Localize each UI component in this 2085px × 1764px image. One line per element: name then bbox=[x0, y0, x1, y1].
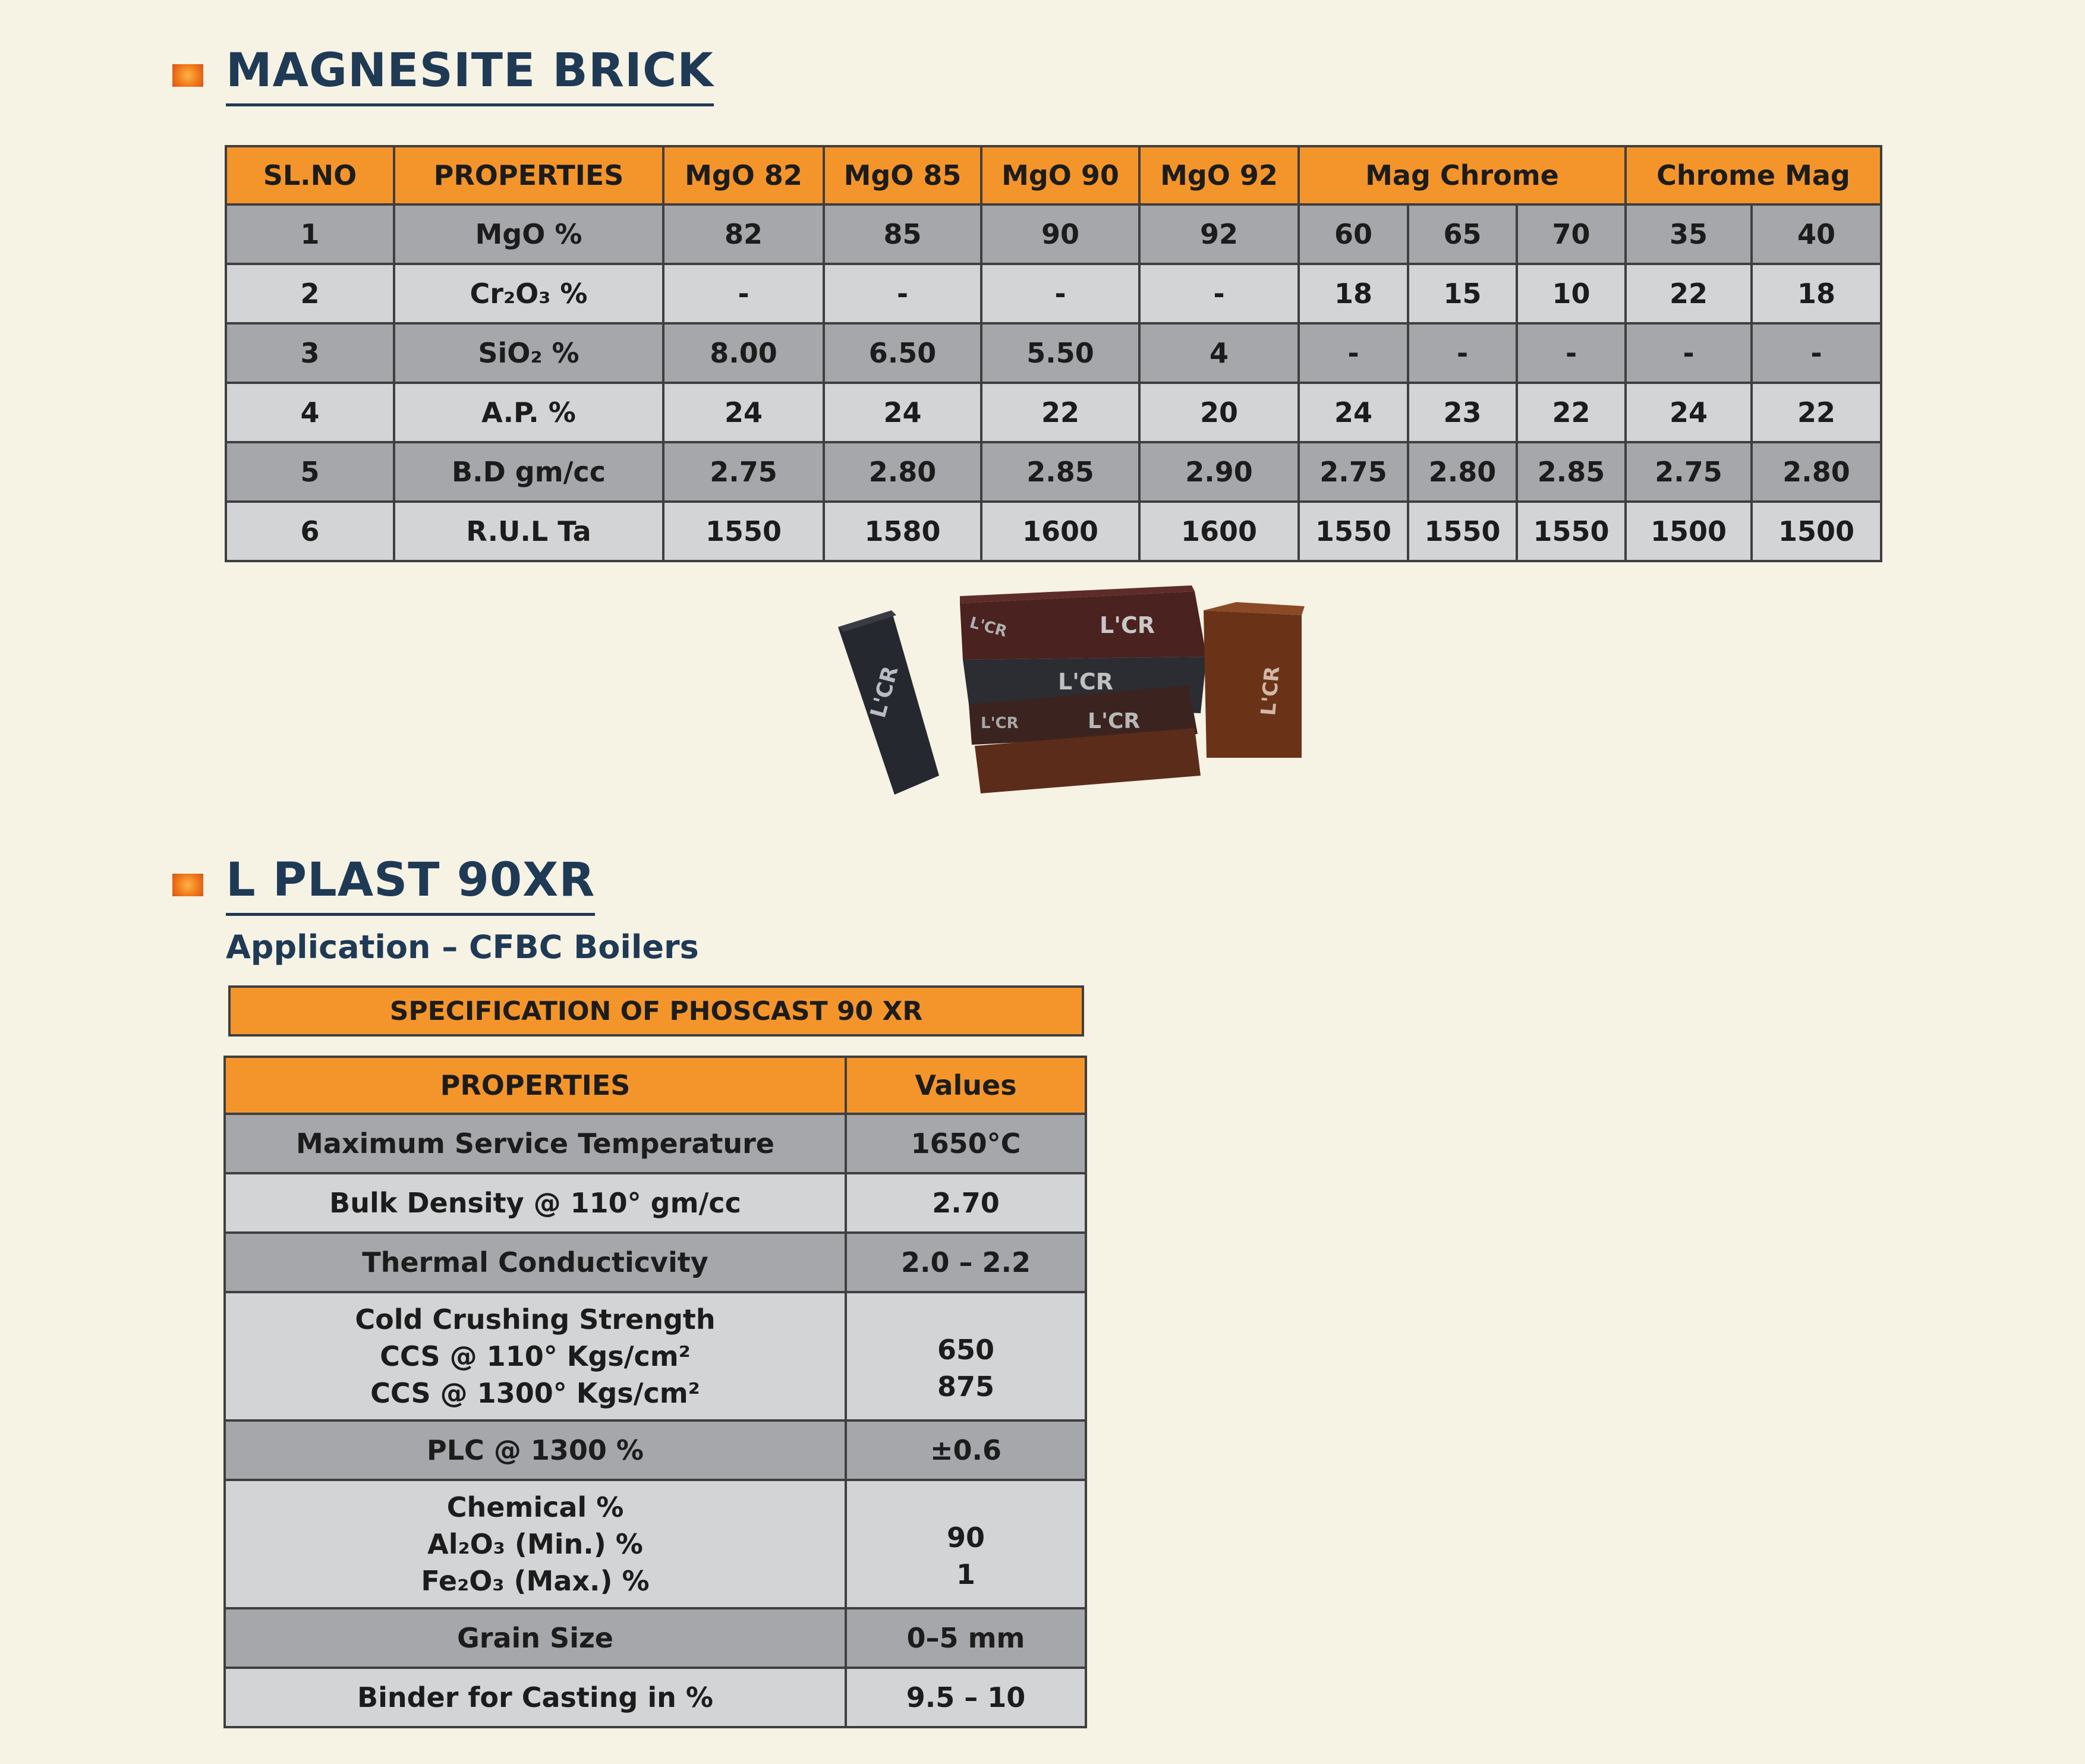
value-cell: 92 bbox=[1139, 204, 1299, 264]
value-cell: 23 bbox=[1408, 383, 1517, 442]
property-line: Grain Size bbox=[457, 1622, 613, 1654]
property-cell: R.U.L Ta bbox=[394, 502, 663, 561]
value-cell: 24 bbox=[1626, 383, 1752, 442]
value-cell: - bbox=[663, 264, 824, 323]
property-line: Cold Crushing Strength bbox=[355, 1303, 716, 1335]
value-cell: 1550 bbox=[663, 502, 824, 561]
value-line: 2.0 – 2.2 bbox=[900, 1246, 1031, 1278]
value-cell bbox=[846, 1173, 1086, 1233]
property-line: Al₂O₃ (Min.) % bbox=[427, 1528, 643, 1560]
property-line: Binder for Casting in % bbox=[357, 1681, 713, 1713]
value-cell: - bbox=[1299, 323, 1408, 383]
bullet-square-icon bbox=[172, 64, 203, 87]
value-cell: 70 bbox=[1517, 204, 1626, 264]
value-cell: 5.50 bbox=[981, 323, 1139, 383]
value-cell: 24 bbox=[663, 383, 824, 442]
property-line: Chemical % bbox=[446, 1491, 624, 1523]
property-line: Bulk Density @ 110° gm/cc bbox=[329, 1187, 741, 1219]
value-cell: 22 bbox=[1626, 264, 1752, 323]
table-row bbox=[226, 502, 1881, 561]
value-cell: 1550 bbox=[1408, 502, 1517, 561]
value-cell bbox=[846, 1233, 1086, 1292]
table-row bbox=[225, 1668, 1086, 1727]
value-cell bbox=[846, 1608, 1086, 1668]
application-subtitle: Application – CFBC Boilers bbox=[226, 928, 699, 966]
value-cell: 1500 bbox=[1626, 502, 1752, 561]
value-cell: 20 bbox=[1139, 383, 1299, 442]
value-cell: - bbox=[981, 264, 1139, 323]
value-line: 2.70 bbox=[932, 1187, 1000, 1219]
value-cell: 35 bbox=[1626, 204, 1752, 264]
value-cell: 2.85 bbox=[981, 442, 1139, 502]
property-cell: Cr₂O₃ % bbox=[394, 264, 663, 323]
value-cell bbox=[846, 1292, 1086, 1420]
value-cell: 6.50 bbox=[824, 323, 981, 383]
brick-label: L'CR bbox=[981, 714, 1019, 732]
brick-image bbox=[1204, 602, 1305, 758]
value-cell: - bbox=[1517, 323, 1626, 383]
header-cell: PROPERTIES bbox=[394, 146, 663, 204]
brick-label: L'CR bbox=[1058, 669, 1113, 695]
table-row bbox=[225, 1233, 1086, 1292]
table-row bbox=[225, 1480, 1086, 1608]
table-row bbox=[225, 1292, 1086, 1420]
table-row bbox=[225, 1420, 1086, 1480]
value-cell: 2.80 bbox=[1408, 442, 1517, 502]
section-heading-lplast bbox=[172, 853, 595, 916]
value-cell: 24 bbox=[1299, 383, 1408, 442]
header-cell: Mag Chrome bbox=[1299, 146, 1626, 204]
value-cell: 2.80 bbox=[824, 442, 981, 502]
value-cell: 8.00 bbox=[663, 323, 824, 383]
header-cell: Values bbox=[846, 1057, 1086, 1114]
value-cell: 22 bbox=[1752, 383, 1881, 442]
section-title: L PLAST 90XR bbox=[226, 853, 595, 916]
value-cell: - bbox=[1626, 323, 1752, 383]
value-cell: 85 bbox=[824, 204, 981, 264]
table-row bbox=[226, 264, 1881, 323]
serial-cell: 4 bbox=[226, 383, 394, 442]
property-cell: A.P. % bbox=[394, 383, 663, 442]
phoscast-spec-table bbox=[223, 1056, 1087, 1728]
value-cell: 1600 bbox=[981, 502, 1139, 561]
property-cell bbox=[225, 1173, 846, 1233]
table-row bbox=[226, 323, 1881, 383]
serial-cell: 1 bbox=[226, 204, 394, 264]
value-cell: 1500 bbox=[1752, 502, 1881, 561]
value-line: 875 bbox=[937, 1371, 995, 1403]
magnesite-bricks-image bbox=[826, 579, 1314, 799]
value-cell: 1550 bbox=[1517, 502, 1626, 561]
value-cell: 2.85 bbox=[1517, 442, 1626, 502]
brick-stack-image bbox=[960, 585, 1207, 793]
header-cell: MgO 82 bbox=[663, 146, 824, 204]
property-line: CCS @ 110° Kgs/cm² bbox=[380, 1340, 691, 1372]
value-cell: 22 bbox=[1517, 383, 1626, 442]
serial-cell: 5 bbox=[226, 442, 394, 502]
value-cell: - bbox=[1139, 264, 1299, 323]
value-cell: 1580 bbox=[824, 502, 981, 561]
value-line: 90 bbox=[946, 1522, 985, 1554]
property-cell: B.D gm/cc bbox=[394, 442, 663, 502]
value-cell: - bbox=[1408, 323, 1517, 383]
value-cell bbox=[846, 1420, 1086, 1480]
value-cell: 90 bbox=[981, 204, 1139, 264]
value-cell: 24 bbox=[824, 383, 981, 442]
spec-table-title: SPECIFICATION OF PHOSCAST 90 XR bbox=[228, 985, 1084, 1037]
value-cell: 10 bbox=[1517, 264, 1626, 323]
value-cell: 2.80 bbox=[1752, 442, 1881, 502]
value-line: 0–5 mm bbox=[906, 1622, 1025, 1654]
table-row bbox=[225, 1173, 1086, 1233]
value-cell: 2.90 bbox=[1139, 442, 1299, 502]
value-cell: - bbox=[1752, 323, 1881, 383]
property-cell bbox=[225, 1292, 846, 1420]
property-cell bbox=[225, 1420, 846, 1480]
serial-cell: 6 bbox=[226, 502, 394, 561]
value-cell: 2.75 bbox=[1626, 442, 1752, 502]
brick-label: L'CR bbox=[1088, 709, 1141, 733]
brick-label: L'CR bbox=[1256, 665, 1285, 717]
value-cell bbox=[846, 1668, 1086, 1727]
table-header-row bbox=[225, 1057, 1086, 1114]
header-cell: MgO 85 bbox=[824, 146, 981, 204]
brick-image bbox=[838, 610, 939, 795]
property-cell: MgO % bbox=[394, 204, 663, 264]
table-header-row bbox=[226, 146, 1881, 204]
header-cell: MgO 90 bbox=[981, 146, 1139, 204]
value-cell: 2.75 bbox=[1299, 442, 1408, 502]
bullet-square-icon bbox=[172, 874, 203, 896]
property-line: Fe₂O₃ (Max.) % bbox=[421, 1565, 650, 1597]
value-cell: 18 bbox=[1752, 264, 1881, 323]
header-cell: SL.NO bbox=[226, 146, 394, 204]
serial-cell: 2 bbox=[226, 264, 394, 323]
property-cell bbox=[225, 1480, 846, 1608]
value-cell bbox=[846, 1480, 1086, 1608]
value-line: ±0.6 bbox=[930, 1434, 1002, 1466]
value-cell: 40 bbox=[1752, 204, 1881, 264]
property-cell bbox=[225, 1608, 846, 1668]
table-row bbox=[225, 1608, 1086, 1668]
property-line: CCS @ 1300° Kgs/cm² bbox=[370, 1377, 700, 1409]
value-line: 1650°C bbox=[911, 1127, 1021, 1160]
property-cell bbox=[225, 1668, 846, 1727]
header-cell: Chrome Mag bbox=[1626, 146, 1881, 204]
brick-label: L'CR bbox=[968, 613, 1009, 641]
table-row bbox=[225, 1114, 1086, 1173]
value-cell: 2.75 bbox=[663, 442, 824, 502]
value-cell: 22 bbox=[981, 383, 1139, 442]
property-line: Maximum Service Temperature bbox=[296, 1127, 774, 1160]
value-cell: 4 bbox=[1139, 323, 1299, 383]
value-line: 9.5 – 10 bbox=[906, 1681, 1026, 1713]
value-line: 1 bbox=[956, 1558, 975, 1590]
table-row bbox=[226, 383, 1881, 442]
value-cell: 1550 bbox=[1299, 502, 1408, 561]
brick-label: L'CR bbox=[866, 663, 903, 721]
table-row bbox=[226, 442, 1881, 502]
property-line: Thermal Conducticvity bbox=[362, 1246, 708, 1278]
property-cell: SiO₂ % bbox=[394, 323, 663, 383]
property-cell bbox=[225, 1114, 846, 1173]
value-cell: 15 bbox=[1408, 264, 1517, 323]
value-cell bbox=[846, 1114, 1086, 1173]
value-cell: 65 bbox=[1408, 204, 1517, 264]
value-cell: 1600 bbox=[1139, 502, 1299, 561]
property-cell bbox=[225, 1233, 846, 1292]
value-cell: 18 bbox=[1299, 264, 1408, 323]
value-cell: 82 bbox=[663, 204, 824, 264]
brick-label: L'CR bbox=[1100, 612, 1155, 638]
header-cell: MgO 92 bbox=[1139, 146, 1299, 204]
magnesite-properties-table bbox=[225, 145, 1882, 562]
value-line: 650 bbox=[937, 1334, 995, 1366]
value-cell: 60 bbox=[1299, 204, 1408, 264]
table-row bbox=[226, 204, 1881, 264]
serial-cell: 3 bbox=[226, 323, 394, 383]
header-cell: PROPERTIES bbox=[225, 1057, 846, 1114]
section-title: MAGNESITE BRICK bbox=[226, 44, 714, 106]
section-heading-magnesite bbox=[172, 44, 714, 106]
value-cell: - bbox=[824, 264, 981, 323]
property-line: PLC @ 1300 % bbox=[427, 1434, 644, 1466]
